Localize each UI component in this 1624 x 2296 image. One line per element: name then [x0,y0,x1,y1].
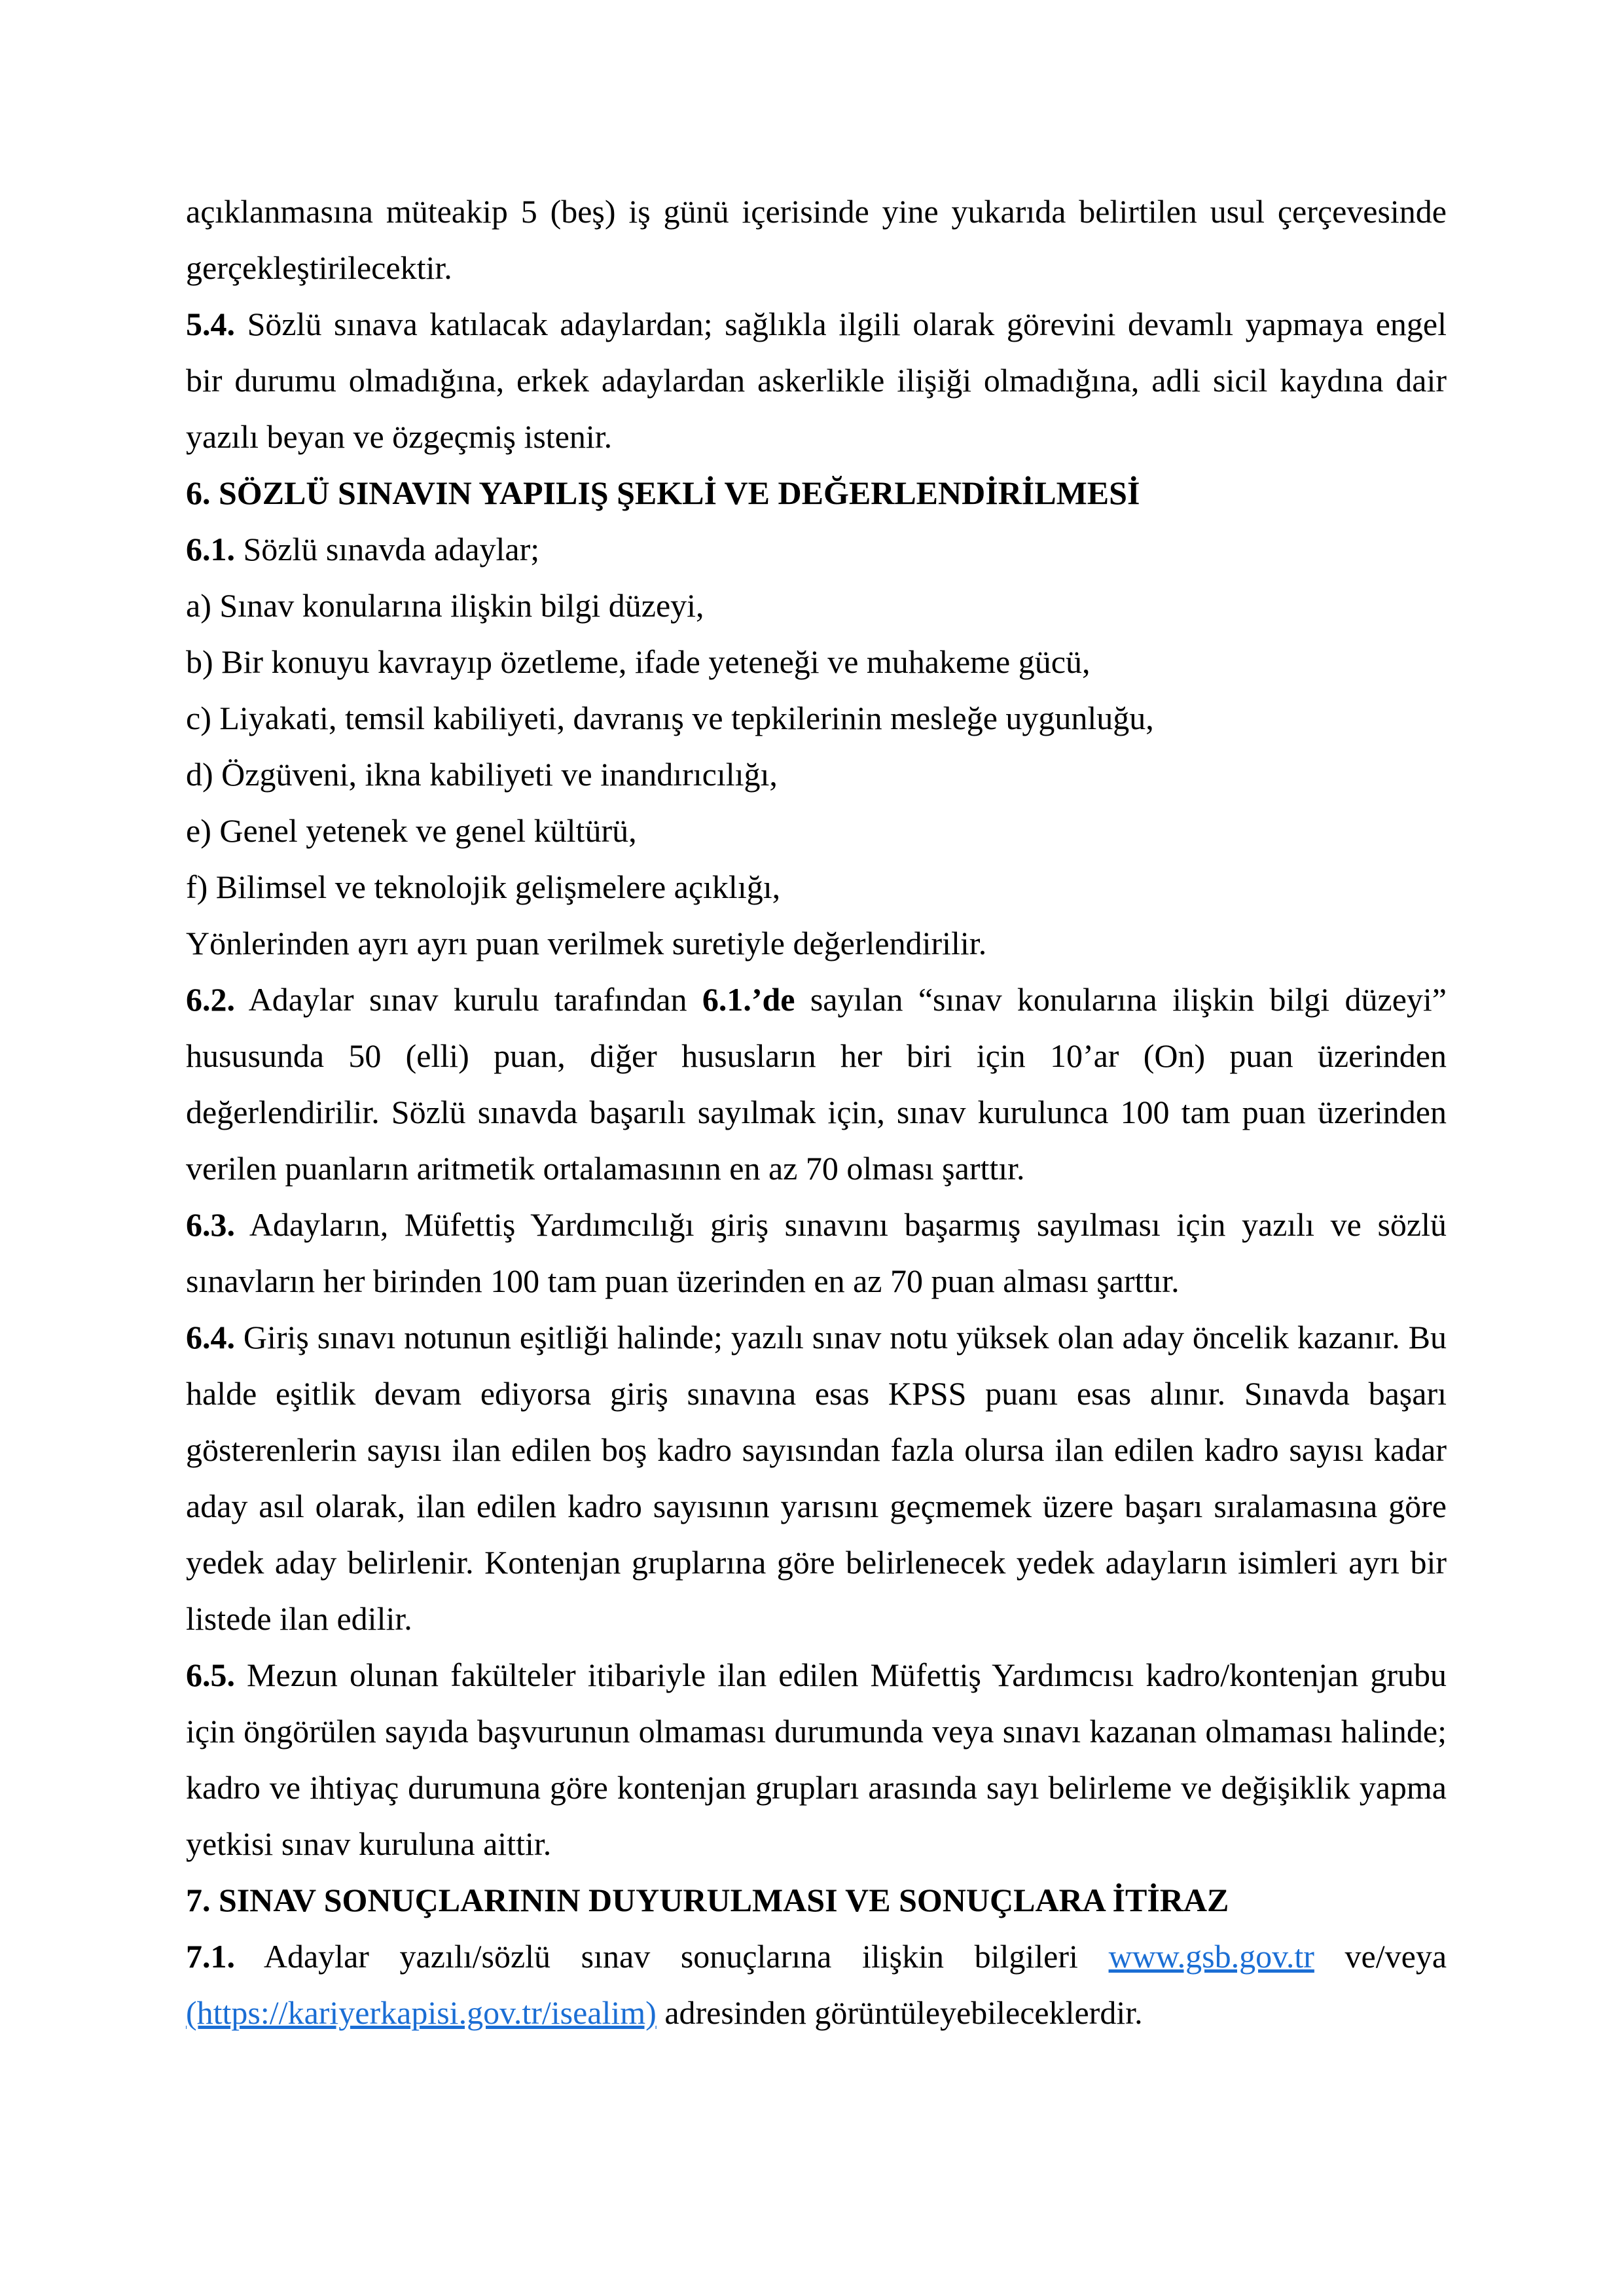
text-segment: c) Liyakati, temsil kabiliyeti, davranış ve tepkilerinin mesleğe uygunluğu, [186,700,1154,736]
criterion-b [186,634,1447,690]
clause-number: 7.1. [186,1938,235,1975]
paragraph-7-1 [186,1928,1447,2041]
text-segment: Mezun olunan fakülteler itibariyle ilan edilen Müfettiş Yardımcısı kadro/kontenjan grubu için öngörülen sayıda başvurunun olmaması durumunda veya sınavı kazanan olmaması halinde; kadro ve ihtiyaç durumuna göre kontenjan grupları arasında sayı belirleme ve değişiklik yapma yetkisi sınav kuruluna aittir. [186,1657,1447,1862]
text-segment: Sözlü sınavda adaylar; [235,531,540,567]
paragraph-6-2 [186,971,1447,1196]
criterion-a [186,577,1447,634]
paragraph-6-5 [186,1647,1447,1872]
clause-reference: 6.1.’de [702,981,795,1018]
text-segment: Adaylar sınav kurulu tarafından [235,981,702,1018]
text-segment: e) Genel yetenek ve genel kültürü, [186,812,637,849]
paragraph-6-4 [186,1309,1447,1647]
document-content [186,183,1447,2041]
paragraph-continuation [186,183,1447,296]
heading-section-7 [186,1872,1447,1928]
criterion-e [186,802,1447,859]
clause-number: 6.2. [186,981,235,1018]
heading-text: 7. SINAV SONUÇLARININ DUYURULMASI VE SONUÇLARA İTİRAZ [186,1882,1229,1918]
text-segment: f) Bilimsel ve teknolojik gelişmelere açıklığı, [186,869,781,905]
text-segment: Adayların, Müfettiş Yardımcılığı giriş sınavını başarmış sayılması için yazılı ve sözlü sınavların her birinden 100 tam puan üzerinden en az 70 puan alması şarttır. [186,1206,1447,1299]
paragraph-6-1 [186,521,1447,577]
heading-text: 6. SÖZLÜ SINAVIN YAPILIŞ ŞEKLİ VE DEĞERLENDİRİLMESİ [186,475,1140,511]
criterion-f [186,859,1447,915]
clause-number: 6.1. [186,531,235,567]
gsb-link[interactable]: www.gsb.gov.tr [1108,1938,1314,1975]
clause-number: 6.4. [186,1319,235,1355]
text-segment: a) Sınav konularına ilişkin bilgi düzeyi, [186,587,704,624]
criteria-summary [186,915,1447,971]
clause-number: 6.5. [186,1657,235,1693]
text-segment: sayılan “sınav konularına ilişkin bilgi düzeyi” hususunda 50 (elli) puan, diğer hususların her biri için 10’ar (On) puan üzerinden değerlendirilir. Sözlü sınavda başarılı sayılmak için, sınav kurulunca 100 tam puan üzerinden verilen puanların aritmetik ortalamasının en az 70 olması şarttır. [186,981,1447,1187]
heading-section-6 [186,465,1447,521]
text-segment: ve/veya [1314,1938,1447,1975]
text-segment: adresinden görüntüleyebileceklerdir. [656,1994,1143,2031]
text-segment: Giriş sınavı notunun eşitliği halinde; yazılı sınav notu yüksek olan aday öncelik kazanır. Bu halde eşitlik devam ediyorsa giriş sınavına esas KPSS puanı esas alınır. Sınavda başarı gösterenlerin sayısı ilan edilen boş kadro sayısından fazla olursa ilan edilen kadro sayısı kadar aday asıl olarak, ilan edilen kadro sayısının yarısını geçmemek üzere başarı sıralamasına göre yedek aday belirlenir. Kontenjan gruplarına göre belirlenecek yedek adayların isimleri ayrı bir listede ilan edilir. [186,1319,1447,1637]
kariyerkapisi-link[interactable]: (https://kariyerkapisi.gov.tr/isealim) [186,1994,657,2031]
text-segment: açıklanmasına müteakip 5 (beş) iş günü içerisinde yine yukarıda belirtilen usul çerçevesinde gerçekleştirilecektir. [186,193,1447,286]
criterion-d [186,746,1447,802]
text-segment: Adaylar yazılı/sözlü sınav sonuçlarına ilişkin bilgileri [235,1938,1109,1975]
text-segment: Yönlerinden ayrı ayrı puan verilmek suretiyle değerlendirilir. [186,925,987,961]
criterion-c [186,690,1447,746]
paragraph-5-4 [186,296,1447,465]
clause-number: 5.4. [186,306,235,342]
text-segment: b) Bir konuyu kavrayıp özetleme, ifade yeteneği ve muhakeme gücü, [186,643,1091,680]
text-segment: Sözlü sınava katılacak adaylardan; sağlıkla ilgili olarak görevini devamlı yapmaya engel bir durumu olmadığına, erkek adaylardan askerlikle ilişiği olmadığına, adli sicil kaydına dair yazılı beyan ve özgeçmiş istenir. [186,306,1447,455]
clause-number: 6.3. [186,1206,235,1243]
text-segment: d) Özgüveni, ikna kabiliyeti ve inandırıcılığı, [186,756,778,793]
paragraph-6-3 [186,1196,1447,1309]
